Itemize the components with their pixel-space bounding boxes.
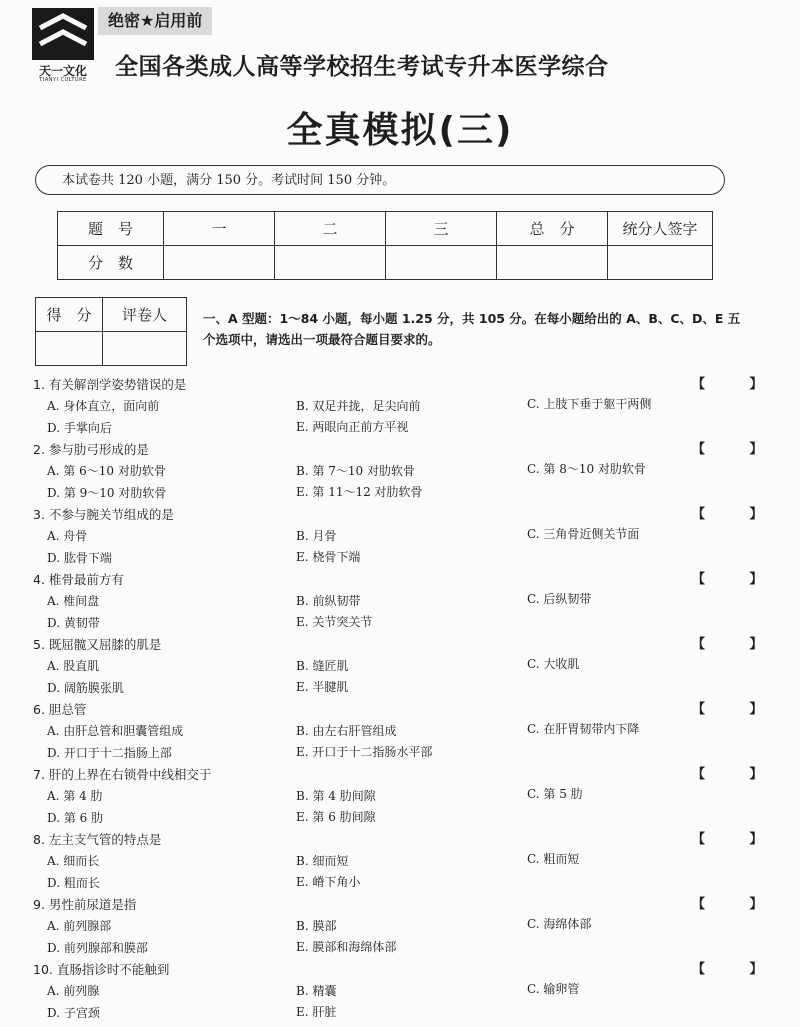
score-blank-cell — [386, 246, 497, 280]
option-d: D. 黄韧带 — [47, 616, 100, 630]
option-c: C. 三角骨近侧关节面 — [527, 527, 640, 541]
option-c: C. 海绵体部 — [527, 917, 592, 931]
score-blank-cell — [497, 246, 608, 280]
score-blank-cell — [36, 332, 103, 366]
answer-bracket: 【 】 — [692, 377, 783, 392]
option-e: E. 嵴下角小 — [296, 875, 361, 889]
section-heading: 一、A 型题：1～84 小题，每小题 1.25 分，共 105 分。在每小题给出的 A、B、C、D、E 五个选项中，请选出一项最符合题目要求的。 — [203, 311, 741, 347]
score-cell: 二 — [275, 212, 386, 246]
option-b: B. 膜部 — [296, 919, 337, 933]
answer-bracket: 【 】 — [692, 572, 783, 587]
confidential-label: 绝密★启用前 — [98, 7, 212, 35]
option-d: D. 第 9～10 对肋软骨 — [47, 486, 167, 500]
option-c: C. 上肢下垂于躯干两侧 — [527, 397, 652, 411]
option-b: B. 第 7～10 对肋软骨 — [296, 464, 415, 478]
question-stem: 8. 左主支气管的特点是 — [33, 832, 162, 847]
score-cell: 分 数 — [58, 246, 164, 280]
score-blank-cell — [164, 246, 275, 280]
score-blank-cell — [608, 246, 713, 280]
score-cell: 统分人签字 — [608, 212, 713, 246]
answer-bracket: 【 】 — [692, 702, 783, 717]
option-b: B. 前纵韧带 — [296, 594, 361, 608]
option-b: B. 双足并拢，足尖向前 — [296, 399, 421, 413]
option-e: E. 两眼向正前方平视 — [296, 420, 409, 434]
option-e: E. 第 11～12 对肋软骨 — [296, 485, 423, 499]
grader-blank-cell — [103, 332, 187, 366]
option-d: D. 前列腺部和膜部 — [47, 941, 148, 955]
answer-bracket: 【 】 — [692, 507, 783, 522]
option-d: D. 粗而长 — [47, 876, 100, 890]
score-summary-table — [57, 211, 713, 280]
option-c: C. 大收肌 — [527, 657, 580, 671]
option-b: B. 细而短 — [296, 854, 349, 868]
option-e: E. 桡骨下端 — [296, 550, 361, 564]
answer-bracket: 【 】 — [692, 832, 783, 847]
option-e: E. 膜部和海绵体部 — [296, 940, 397, 954]
question-stem: 1. 有关解剖学姿势错误的是 — [33, 377, 187, 392]
exam-title: 全国各类成人高等学校招生考试专升本医学综合 — [115, 54, 609, 80]
option-e: E. 第 6 肋间隙 — [296, 810, 376, 824]
option-c: C. 第 8～10 对肋软骨 — [527, 462, 646, 476]
option-c: C. 后纵韧带 — [527, 592, 592, 606]
option-a: A. 细而长 — [47, 854, 100, 868]
question-stem: 3. 不参与腕关节组成的是 — [33, 507, 174, 522]
score-cell: 总 分 — [497, 212, 608, 246]
option-a: A. 舟骨 — [47, 529, 88, 543]
option-d: D. 肱骨下端 — [47, 551, 112, 565]
answer-bracket: 【 】 — [692, 962, 783, 977]
score-label: 得 分 — [36, 298, 103, 332]
question-stem: 7. 肝的上界在右锁骨中线相交于 — [33, 767, 212, 782]
score-cell: 一 — [164, 212, 275, 246]
score-header-row — [58, 212, 713, 246]
option-c: C. 在肝胃韧带内下降 — [527, 722, 640, 736]
option-b: B. 缝匠肌 — [296, 659, 349, 673]
answer-bracket: 【 】 — [692, 442, 783, 457]
publisher-logo — [30, 6, 96, 83]
option-a: A. 由肝总管和胆囊管组成 — [47, 724, 184, 738]
option-b: B. 月骨 — [296, 529, 337, 543]
logo-subtext: TIANYI CULTURE — [39, 77, 87, 83]
option-e: E. 开口于十二指肠水平部 — [296, 745, 433, 759]
option-e: E. 肝脏 — [296, 1005, 337, 1019]
answer-bracket: 【 】 — [692, 767, 783, 782]
option-a: A. 第 6～10 对肋软骨 — [47, 464, 166, 478]
paper-title: 全真模拟(三) — [286, 110, 514, 151]
grader-label: 评卷人 — [103, 298, 187, 332]
question-stem: 2. 参与肋弓形成的是 — [33, 442, 149, 457]
option-a: A. 股直肌 — [47, 659, 100, 673]
score-value-row — [58, 246, 713, 280]
option-d: D. 第 6 肋 — [47, 811, 104, 825]
option-b: B. 由左右肝管组成 — [296, 724, 397, 738]
option-c: C. 粗而短 — [527, 852, 580, 866]
question-stem: 4. 椎骨最前方有 — [33, 572, 124, 587]
option-c: C. 第 5 肋 — [527, 787, 583, 801]
option-a: A. 前列腺部 — [47, 919, 112, 933]
option-c: C. 输卵管 — [527, 982, 580, 996]
option-a: A. 第 4 肋 — [47, 789, 103, 803]
option-d: D. 阔筋膜张肌 — [47, 681, 124, 695]
answer-bracket: 【 】 — [692, 637, 783, 652]
score-cell: 题 号 — [58, 212, 164, 246]
option-a: A. 身体直立，面向前 — [47, 399, 160, 413]
option-a: A. 前列腺 — [47, 984, 100, 998]
option-a: A. 椎间盘 — [47, 594, 100, 608]
exam-instructions: 本试卷共 120 小题，满分 150 分。考试时间 150 分钟。 — [35, 165, 725, 195]
question-stem: 5. 既屈髋又屈膝的肌是 — [33, 637, 162, 652]
logo-text: 天一文化 — [38, 64, 87, 78]
option-b: B. 第 4 肋间隙 — [296, 789, 376, 803]
score-blank-cell — [275, 246, 386, 280]
option-d: D. 子宫颈 — [47, 1006, 100, 1020]
option-b: B. 精囊 — [296, 984, 337, 998]
option-e: E. 关节突关节 — [296, 615, 373, 629]
question-stem: 9. 男性前尿道是指 — [33, 897, 137, 912]
grader-table — [35, 297, 187, 366]
option-d: D. 开口于十二指肠上部 — [47, 746, 172, 760]
question-stem: 10. 直肠指诊时不能触到 — [33, 962, 170, 977]
score-cell: 三 — [386, 212, 497, 246]
option-e: E. 半腱肌 — [296, 680, 349, 694]
option-d: D. 手掌向后 — [47, 421, 112, 435]
question-stem: 6. 胆总管 — [33, 702, 87, 717]
answer-bracket: 【 】 — [692, 897, 783, 912]
